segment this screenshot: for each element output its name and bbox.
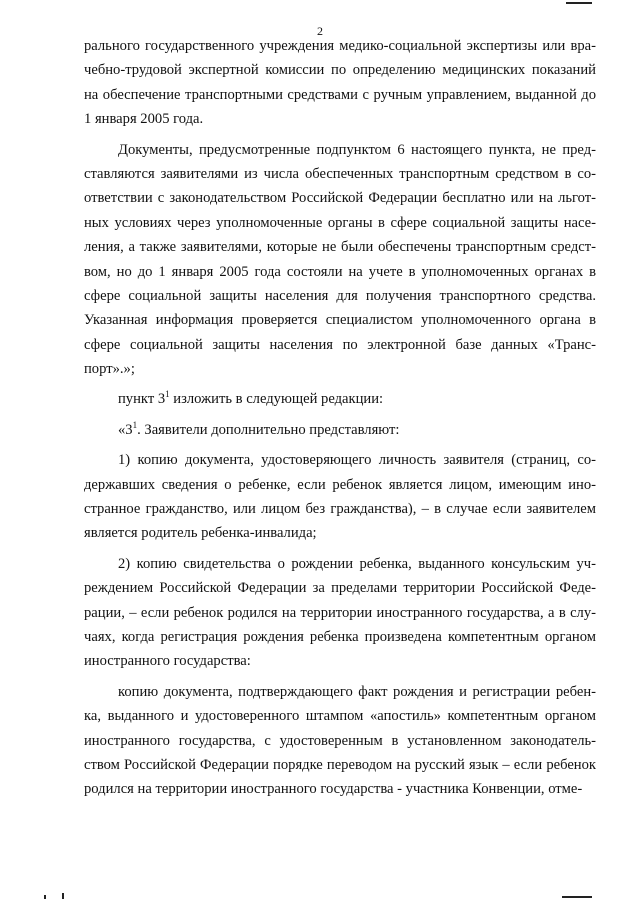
text-line: ных условиях через уполномоченные органы в сфере социальной защиты насе- xyxy=(84,214,596,231)
text-line: родился на территории иностранного государства - участника Конвенции, отме- xyxy=(84,781,583,798)
document-body xyxy=(84,34,596,802)
text-line: 1 января 2005 года. xyxy=(84,111,204,128)
text-line: ления, а также заявителями, которые не были обеспечены транспортным средст- xyxy=(84,239,596,256)
text-line: чебно-трудовой экспертной комиссии по определению медицинских показаний xyxy=(84,62,596,79)
text-line: сфере социальной защиты населения для получения транспортного средства. xyxy=(84,287,596,304)
text-line: странное гражданство, или лицом без гражданства), – в случае если заявителем xyxy=(84,501,596,518)
text-line: ка, выданного и удостоверенного штампом «апостиль» компетентным органом xyxy=(84,708,596,725)
text-line: державших сведения о ребенке, если ребенок является лицом, имеющим ино- xyxy=(84,476,596,493)
superscript: 1 xyxy=(165,389,170,400)
text-line: рации, – если ребенок родился на территории иностранного государства, а в слу- xyxy=(84,604,596,621)
text-line: иностранного государства, с удостоверенным в установленном законодатель- xyxy=(84,732,596,749)
text-line: пункт $3^1$ изложить в следующей редакции: xyxy=(118,389,384,408)
text-line: копию документа, подтверждающего факт рождения и регистрации ребен- xyxy=(118,683,596,700)
text-line: 2) копию свидетельства о рождении ребенка, выданного консульским уч- xyxy=(118,555,596,572)
text-line: 1) копию документа, удостоверяющего личность заявителя (страниц, со- xyxy=(118,452,596,469)
text-line: Указанная информация проверяется специалистом уполномоченного органа в xyxy=(84,312,596,329)
text-line: рального государственного учреждения медико-социальной экспертизы или вра- xyxy=(84,38,596,54)
scan-artifact-bottom-left xyxy=(62,893,64,899)
text-line: вом, но до 1 января 2005 года состояли на учете в уполномоченных органах в xyxy=(84,263,596,280)
scan-artifact-bottom-left-2 xyxy=(44,895,46,899)
scan-artifact-top-right xyxy=(566,2,592,4)
text-line: ством Российской Федерации порядке переводом на русский язык – если ребенок xyxy=(84,756,596,773)
scan-artifact-bottom-right xyxy=(562,896,592,898)
text-line: Документы, предусмотренные подпунктом 6 настоящего пункта, не пред- xyxy=(118,141,596,158)
text-line: сфере социальной защиты населения по электронной базе данных «Транс- xyxy=(84,336,596,353)
text-line: является родитель ребенка-инвалида; xyxy=(84,525,317,542)
superscript: 1 xyxy=(132,420,138,430)
text-line: иностранного государства: xyxy=(84,653,251,670)
text-line: ставляются заявителями из числа обеспеченных транспортным средством в со- xyxy=(84,165,596,182)
text-line: реждением Российской Федерации за пределами территории Российской Феде- xyxy=(84,580,596,597)
text-line: ответствии с законодательством Российской Федерации бесплатно или на льгот- xyxy=(84,190,596,207)
page-number: 2 xyxy=(317,24,323,38)
text-line: на обеспечение транспортными средствами с ручным управлением, выданной до xyxy=(84,86,596,103)
text-line: «$3^1$. Заявители дополнительно представляют: xyxy=(118,420,400,438)
text-line: чаях, когда регистрация рождения ребенка произведена компетентным органом xyxy=(84,628,596,645)
text-line: порт».»; xyxy=(84,361,135,378)
